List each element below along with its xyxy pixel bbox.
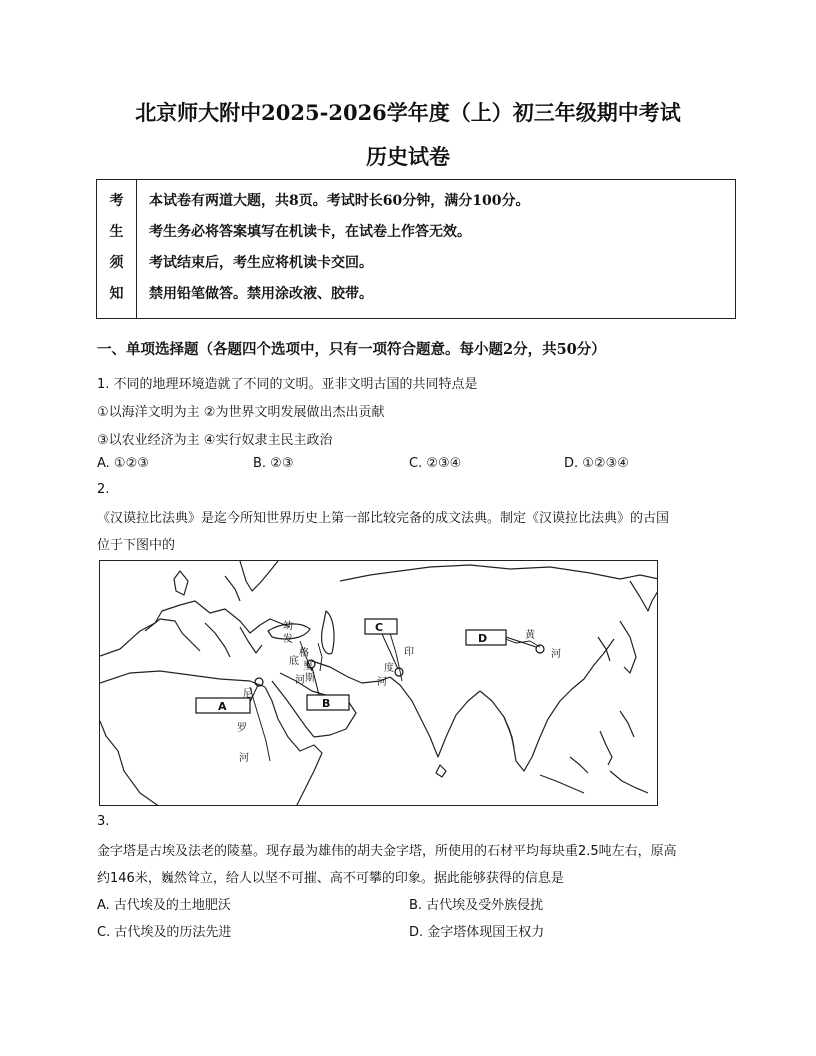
svg-text:斯: 斯: [305, 673, 315, 684]
notice-line: 本试卷有两道大题，共8页。考试时长60分钟，满分100分。: [149, 193, 530, 209]
svg-text:黄: 黄: [525, 630, 535, 641]
question-1-option-a[interactable]: A. ①②③: [97, 456, 149, 471]
notice-label-char: 生: [109, 224, 124, 240]
map-label-b: [307, 660, 349, 710]
ancient-civilizations-map: [99, 560, 658, 806]
question-1-option-c[interactable]: C. ②③④: [409, 456, 462, 471]
question-1-stem: 1. 不同的地理环境造就了不同的文明。亚非文明古国的共同特点是: [97, 377, 478, 392]
question-3-option-a[interactable]: A. 古代埃及的土地肥沃: [97, 898, 231, 913]
notice-label-char: 知: [109, 286, 124, 302]
svg-text:幼: 幼: [283, 621, 293, 632]
svg-text:印: 印: [404, 647, 414, 658]
svg-text:D: D: [478, 632, 488, 645]
notice-label-char: 须: [109, 255, 124, 271]
svg-text:发: 发: [283, 634, 293, 645]
question-1-item: ③以农业经济为主 ④实行奴隶主民主政治: [97, 433, 333, 448]
section-heading: 一、单项选择题（各题四个选项中，只有一项符合题意。每小题2分，共50分）: [97, 341, 606, 358]
question-1-item: ①以海洋文明为主 ②为世界文明发展做出杰出贡献: [97, 405, 385, 420]
svg-text:罗: 罗: [237, 723, 247, 734]
question-3-option-d[interactable]: D. 金字塔体现国王权力: [409, 925, 545, 940]
question-1-option-d[interactable]: D. ①②③④: [564, 456, 629, 471]
question-2-stem: 《汉谟拉比法典》是迄今所知世界历史上第一部比较完备的成文法典。制定《汉谟拉比法典》的古国: [97, 511, 670, 526]
notice-label-char: 考: [109, 193, 124, 209]
svg-text:格: 格: [299, 648, 309, 659]
svg-text:里: 里: [303, 661, 313, 672]
svg-text:B: B: [322, 697, 331, 710]
question-3-option-c[interactable]: C. 古代埃及的历法先进: [97, 925, 232, 940]
svg-text:河: 河: [239, 753, 249, 764]
notice-label-column: [97, 180, 137, 318]
question-1-option-b[interactable]: B. ②③: [253, 456, 294, 471]
notice-box: [96, 179, 736, 319]
svg-text:A: A: [218, 700, 227, 713]
exam-subtitle: 历史试卷: [366, 144, 450, 169]
svg-text:河: 河: [295, 675, 305, 686]
question-3-stem: 金字塔是古埃及法老的陵墓。现存最为雄伟的胡夫金字塔，所使用的石材平均每块重2.5吨左右，原高: [97, 844, 677, 859]
svg-text:河: 河: [377, 677, 387, 688]
question-3-option-b[interactable]: B. 古代埃及受外族侵扰: [409, 898, 544, 913]
question-2-number: 2.: [97, 482, 110, 497]
svg-text:C: C: [375, 621, 384, 634]
svg-text:河: 河: [551, 649, 561, 660]
svg-text:底: 底: [289, 656, 299, 667]
question-3-number: 3.: [97, 814, 110, 829]
exam-title: 北京师大附中2025-2026学年度（上）初三年级期中考试: [135, 100, 681, 125]
svg-text:度: 度: [384, 663, 394, 674]
svg-text:尼: 尼: [243, 689, 253, 700]
question-2-stem: 位于下图中的: [97, 538, 176, 553]
notice-line: 禁用铅笔做答。禁用涂改液、胶带。: [149, 286, 373, 302]
map-drawing: [100, 561, 658, 806]
notice-line: 考试结束后，考生应将机读卡交回。: [149, 255, 373, 271]
notice-line: 考生务必将答案填写在机读卡，在试卷上作答无效。: [149, 224, 471, 240]
question-3-stem: 约146米，巍然耸立，给人以坚不可摧、高不可攀的印象。据此能够获得的信息是: [97, 871, 564, 886]
